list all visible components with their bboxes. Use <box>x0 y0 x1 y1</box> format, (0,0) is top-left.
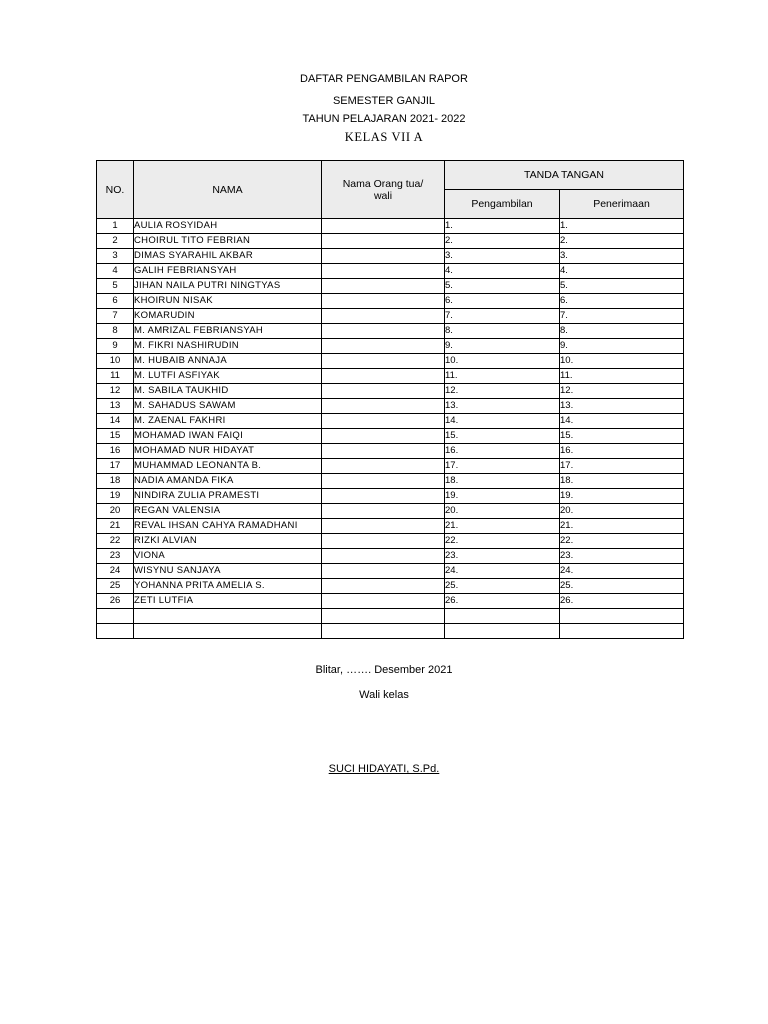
student-name: VIONA <box>134 549 322 564</box>
receipt-signature-cell: 18. <box>560 474 684 489</box>
receipt-signature-cell: 14. <box>560 414 684 429</box>
row-number: 2 <box>97 234 134 249</box>
header-signature: TANDA TANGAN <box>445 161 684 190</box>
empty-cell <box>322 609 445 624</box>
header-parent-name <box>322 161 445 219</box>
parent-name-cell <box>322 414 445 429</box>
doc-semester: SEMESTER GANJIL <box>332 95 436 107</box>
parent-name-cell <box>322 294 445 309</box>
row-number: 5 <box>97 279 134 294</box>
receipt-signature-cell: 23. <box>560 549 684 564</box>
table-row <box>97 264 684 279</box>
pickup-signature-cell: 5. <box>445 279 560 294</box>
row-number: 16 <box>97 444 134 459</box>
table-row <box>97 294 684 309</box>
student-name: WISYNU SANJAYA <box>134 564 322 579</box>
pickup-signature-cell: 17. <box>445 459 560 474</box>
receipt-signature-cell: 11. <box>560 369 684 384</box>
student-name: M. FIKRI NASHIRUDIN <box>134 339 322 354</box>
row-number: 21 <box>97 519 134 534</box>
pickup-signature-cell: 6. <box>445 294 560 309</box>
doc-school-year: TAHUN PELAJARAN 2021- 2022 <box>302 113 466 125</box>
parent-name-cell <box>322 534 445 549</box>
empty-row <box>97 609 684 624</box>
student-name: M. AMRIZAL FEBRIANSYAH <box>134 324 322 339</box>
parent-name-cell <box>322 279 445 294</box>
pickup-signature-cell: 21. <box>445 519 560 534</box>
table-row <box>97 564 684 579</box>
row-number: 6 <box>97 294 134 309</box>
receipt-signature-cell: 15. <box>560 429 684 444</box>
table-row <box>97 534 684 549</box>
pickup-signature-cell: 14. <box>445 414 560 429</box>
table-row <box>97 519 684 534</box>
empty-row <box>97 624 684 639</box>
parent-name-cell <box>322 474 445 489</box>
parent-name-cell <box>322 519 445 534</box>
parent-name-cell <box>322 489 445 504</box>
receipt-signature-cell: 10. <box>560 354 684 369</box>
table-row <box>97 474 684 489</box>
table-row <box>97 429 684 444</box>
table-row <box>97 399 684 414</box>
pickup-signature-cell: 12. <box>445 384 560 399</box>
receipt-signature-cell: 13. <box>560 399 684 414</box>
receipt-signature-cell: 19. <box>560 489 684 504</box>
pickup-signature-cell: 1. <box>445 219 560 234</box>
row-number: 19 <box>97 489 134 504</box>
student-name: M. SAHADUS SAWAM <box>134 399 322 414</box>
table-row <box>97 354 684 369</box>
student-name: M. LUTFI ASFIYAK <box>134 369 322 384</box>
student-name: M. HUBAIB ANNAJA <box>134 354 322 369</box>
row-number: 8 <box>97 324 134 339</box>
row-number: 26 <box>97 594 134 609</box>
receipt-signature-cell: 22. <box>560 534 684 549</box>
table-row <box>97 579 684 594</box>
row-number: 23 <box>97 549 134 564</box>
parent-name-cell <box>322 249 445 264</box>
student-name: M. SABILA TAUKHID <box>134 384 322 399</box>
receipt-signature-cell: 4. <box>560 264 684 279</box>
receipt-signature-cell: 5. <box>560 279 684 294</box>
pickup-signature-cell: 7. <box>445 309 560 324</box>
student-name: ZETI LUTFIA <box>134 594 322 609</box>
receipt-signature-cell: 20. <box>560 504 684 519</box>
empty-cell <box>134 624 322 639</box>
row-number: 9 <box>97 339 134 354</box>
receipt-signature-cell: 25. <box>560 579 684 594</box>
parent-name-cell <box>322 504 445 519</box>
receipt-signature-cell: 17. <box>560 459 684 474</box>
receipt-signature-cell: 2. <box>560 234 684 249</box>
row-number: 14 <box>97 414 134 429</box>
row-number: 24 <box>97 564 134 579</box>
parent-name-cell <box>322 399 445 414</box>
pickup-signature-cell: 20. <box>445 504 560 519</box>
student-name: NINDIRA ZULIA PRAMESTI <box>134 489 322 504</box>
report-pickup-table <box>96 160 684 639</box>
pickup-signature-cell: 13. <box>445 399 560 414</box>
row-number: 1 <box>97 219 134 234</box>
parent-name-cell <box>322 219 445 234</box>
student-name: MUHAMMAD LEONANTA B. <box>134 459 322 474</box>
student-name: MOHAMAD NUR HIDAYAT <box>134 444 322 459</box>
parent-name-cell <box>322 594 445 609</box>
pickup-signature-cell: 8. <box>445 324 560 339</box>
receipt-signature-cell: 21. <box>560 519 684 534</box>
header-parent-name-label: Nama Orang tua/ wali <box>342 177 424 202</box>
header-receipt: Penerimaan <box>560 190 684 219</box>
receipt-signature-cell: 24. <box>560 564 684 579</box>
row-number: 10 <box>97 354 134 369</box>
table-row <box>97 384 684 399</box>
student-name: KOMARUDIN <box>134 309 322 324</box>
table-row <box>97 339 684 354</box>
row-number: 7 <box>97 309 134 324</box>
parent-name-cell <box>322 459 445 474</box>
student-name: REGAN VALENSIA <box>134 504 322 519</box>
student-name: REVAL IHSAN CAHYA RAMADHANI <box>134 519 322 534</box>
empty-cell <box>560 609 684 624</box>
pickup-signature-cell: 23. <box>445 549 560 564</box>
student-rows <box>97 219 684 639</box>
student-name: M. ZAENAL FAKHRI <box>134 414 322 429</box>
pickup-signature-cell: 4. <box>445 264 560 279</box>
table-row <box>97 234 684 249</box>
row-number: 3 <box>97 249 134 264</box>
table-row <box>97 309 684 324</box>
parent-name-cell <box>322 549 445 564</box>
pickup-signature-cell: 19. <box>445 489 560 504</box>
signer-role: Wali kelas <box>359 689 409 701</box>
student-name: NADIA AMANDA FIKA <box>134 474 322 489</box>
receipt-signature-cell: 9. <box>560 339 684 354</box>
pickup-signature-cell: 10. <box>445 354 560 369</box>
parent-name-cell <box>322 339 445 354</box>
table-row <box>97 504 684 519</box>
parent-name-cell <box>322 369 445 384</box>
table-row <box>97 489 684 504</box>
pickup-signature-cell: 11. <box>445 369 560 384</box>
receipt-signature-cell: 16. <box>560 444 684 459</box>
header-nama: NAMA <box>134 161 322 219</box>
pickup-signature-cell: 15. <box>445 429 560 444</box>
row-number: 20 <box>97 504 134 519</box>
parent-name-cell <box>322 234 445 249</box>
empty-cell <box>97 624 134 639</box>
doc-class: KELAS VII A <box>344 130 424 144</box>
parent-name-cell <box>322 309 445 324</box>
parent-name-cell <box>322 444 445 459</box>
parent-name-cell <box>322 429 445 444</box>
row-number: 4 <box>97 264 134 279</box>
table-row <box>97 444 684 459</box>
student-name: AULIA ROSYIDAH <box>134 219 322 234</box>
receipt-signature-cell: 1. <box>560 219 684 234</box>
pickup-signature-cell: 25. <box>445 579 560 594</box>
place-date: Blitar, ……. Desember 2021 <box>315 664 453 676</box>
student-name: GALIH FEBRIANSYAH <box>134 264 322 279</box>
empty-cell <box>445 624 560 639</box>
table-row <box>97 414 684 429</box>
receipt-signature-cell: 7. <box>560 309 684 324</box>
empty-cell <box>445 609 560 624</box>
header-pickup: Pengambilan <box>445 190 560 219</box>
receipt-signature-cell: 6. <box>560 294 684 309</box>
student-name: MOHAMAD IWAN FAIQI <box>134 429 322 444</box>
row-number: 18 <box>97 474 134 489</box>
table-row <box>97 324 684 339</box>
receipt-signature-cell: 8. <box>560 324 684 339</box>
pickup-signature-cell: 2. <box>445 234 560 249</box>
receipt-signature-cell: 3. <box>560 249 684 264</box>
student-name: RIZKI ALVIAN <box>134 534 322 549</box>
row-number: 22 <box>97 534 134 549</box>
row-number: 15 <box>97 429 134 444</box>
pickup-signature-cell: 16. <box>445 444 560 459</box>
student-name: KHOIRUN NISAK <box>134 294 322 309</box>
empty-cell <box>97 609 134 624</box>
pickup-signature-cell: 26. <box>445 594 560 609</box>
empty-cell <box>322 624 445 639</box>
parent-name-cell <box>322 264 445 279</box>
table-row <box>97 249 684 264</box>
pickup-signature-cell: 18. <box>445 474 560 489</box>
student-name: CHOIRUL TITO FEBRIAN <box>134 234 322 249</box>
receipt-signature-cell: 26. <box>560 594 684 609</box>
parent-name-cell <box>322 384 445 399</box>
table-row <box>97 459 684 474</box>
teacher-name: SUCI HIDAYATI, S.Pd. <box>328 763 440 775</box>
row-number: 12 <box>97 384 134 399</box>
pickup-signature-cell: 22. <box>445 534 560 549</box>
parent-name-cell <box>322 564 445 579</box>
table-row <box>97 549 684 564</box>
table-row <box>97 219 684 234</box>
row-number: 25 <box>97 579 134 594</box>
parent-name-cell <box>322 324 445 339</box>
parent-name-cell <box>322 354 445 369</box>
doc-title: DAFTAR PENGAMBILAN RAPOR <box>300 73 468 85</box>
table-row <box>97 279 684 294</box>
row-number: 11 <box>97 369 134 384</box>
header-no: NO. <box>97 161 134 219</box>
pickup-signature-cell: 24. <box>445 564 560 579</box>
table-row <box>97 369 684 384</box>
receipt-signature-cell: 12. <box>560 384 684 399</box>
empty-cell <box>560 624 684 639</box>
empty-cell <box>134 609 322 624</box>
student-name: YOHANNA PRITA AMELIA S. <box>134 579 322 594</box>
pickup-signature-cell: 3. <box>445 249 560 264</box>
parent-name-cell <box>322 579 445 594</box>
table-row <box>97 594 684 609</box>
row-number: 13 <box>97 399 134 414</box>
pickup-signature-cell: 9. <box>445 339 560 354</box>
student-name: JIHAN NAILA PUTRI NINGTYAS <box>134 279 322 294</box>
row-number: 17 <box>97 459 134 474</box>
student-name: DIMAS SYARAHIL AKBAR <box>134 249 322 264</box>
